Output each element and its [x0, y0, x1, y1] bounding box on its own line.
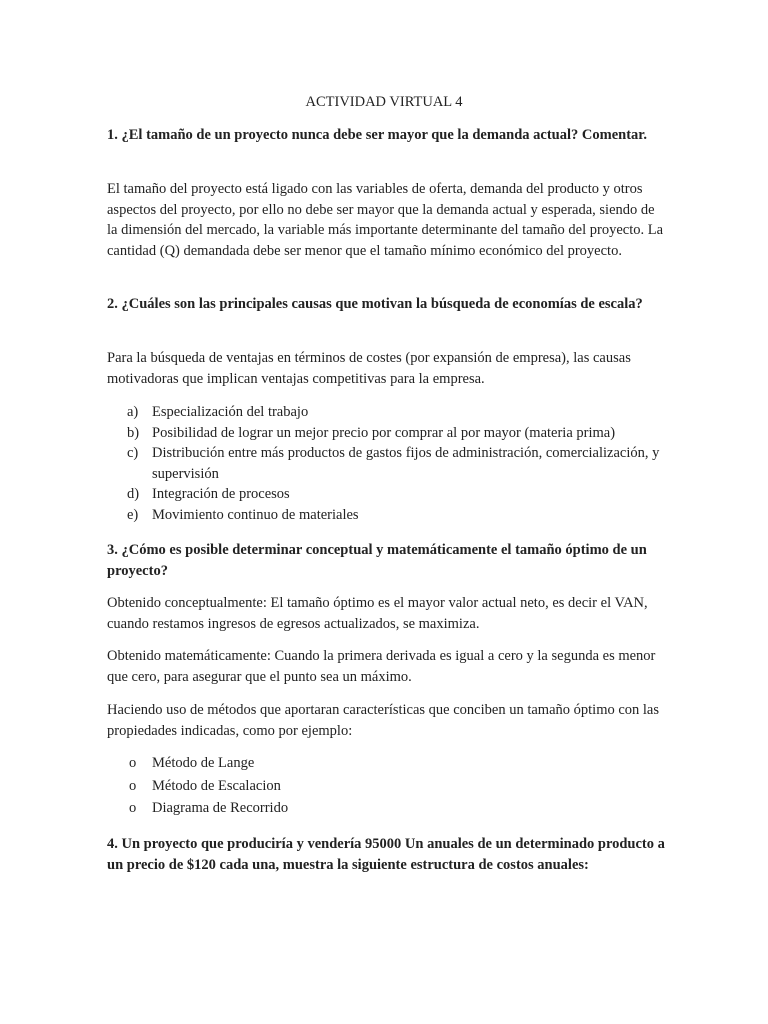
list-item-text: Método de Escalacion [152, 777, 281, 794]
list-item [107, 423, 667, 444]
list-item-text: Integración de procesos [152, 486, 290, 502]
list-marker: c) [127, 445, 139, 461]
list-marker: d) [127, 486, 140, 502]
question-3: 3. ¿Cómo es posible determinar conceptual y matemáticamente el tamaño óptimo de un proyecto? [107, 542, 647, 579]
answer-3-mathematical: Obtenido matemáticamente: Cuando la primera derivada es igual a cero y la segunda es menor que cero, para asegurar que el punto sea un máximo. [107, 648, 656, 685]
list-item [107, 505, 667, 526]
list-item-text: Método de Lange [152, 755, 255, 771]
question-1: 1. ¿El tamaño de un proyecto nunca debe ser mayor que la demanda actual? Comentar. [107, 127, 648, 143]
answer-2: Para la búsqueda de ventajas en términos de costes (por expansión de empresa), las causas motivadoras que implican ventajas competitivas para la empresa. [107, 350, 631, 387]
list-marker: e) [127, 506, 139, 523]
list-item [107, 752, 667, 775]
list-item [107, 402, 667, 423]
list-marker: a) [127, 404, 139, 420]
bullet-icon: o [129, 800, 137, 816]
list-item [107, 797, 667, 820]
bullet-icon: o [129, 777, 137, 794]
list-item [107, 443, 667, 484]
causes-list [107, 402, 667, 525]
list-marker: b) [127, 424, 140, 441]
answer-3-methods-intro: Haciendo uso de métodos que aportaran características que conciben un tamaño óptimo con las propiedades indicadas, como por ejemplo: [107, 702, 660, 739]
bullet-icon: o [129, 755, 137, 771]
answer-1: El tamaño del proyecto está ligado con las variables de oferta, demanda del producto y otros aspectos del proyecto, por ello no debe ser mayor que la demanda actual y esperada, siendo de la dimensión del mercado, la variable más importante determinante del tamaño del proyecto. La cantidad (Q) demandada debe ser menor que el tamaño mínimo económico del proyecto. [107, 181, 664, 259]
methods-list [107, 752, 667, 820]
page-title: ACTIVIDAD VIRTUAL 4 [305, 94, 463, 110]
answer-3-conceptual: Obtenido conceptualmente: El tamaño óptimo es el mayor valor actual neto, es decir el VAN, cuando restamos ingresos de egresos actualizados, se maximiza. [107, 595, 648, 632]
list-item-text: Distribución entre más productos de gastos fijos de administración, comercialización, y supervisión [152, 445, 660, 482]
question-2: 2. ¿Cuáles son las principales causas que motivan la búsqueda de economías de escala? [107, 296, 643, 312]
list-item [107, 775, 667, 798]
list-item-text: Movimiento continuo de materiales [152, 506, 359, 523]
list-item-text: Especialización del trabajo [152, 404, 309, 420]
list-item-text: Diagrama de Recorrido [152, 800, 289, 816]
list-item [107, 484, 667, 505]
list-item-text: Posibilidad de lograr un mejor precio por comprar al por mayor (materia prima) [152, 424, 616, 441]
question-4: 4. Un proyecto que produciría y vendería 95000 Un anuales de un determinado producto a un precio de $120 cada una, muestra la siguiente estructura de costos anuales: [107, 836, 665, 873]
